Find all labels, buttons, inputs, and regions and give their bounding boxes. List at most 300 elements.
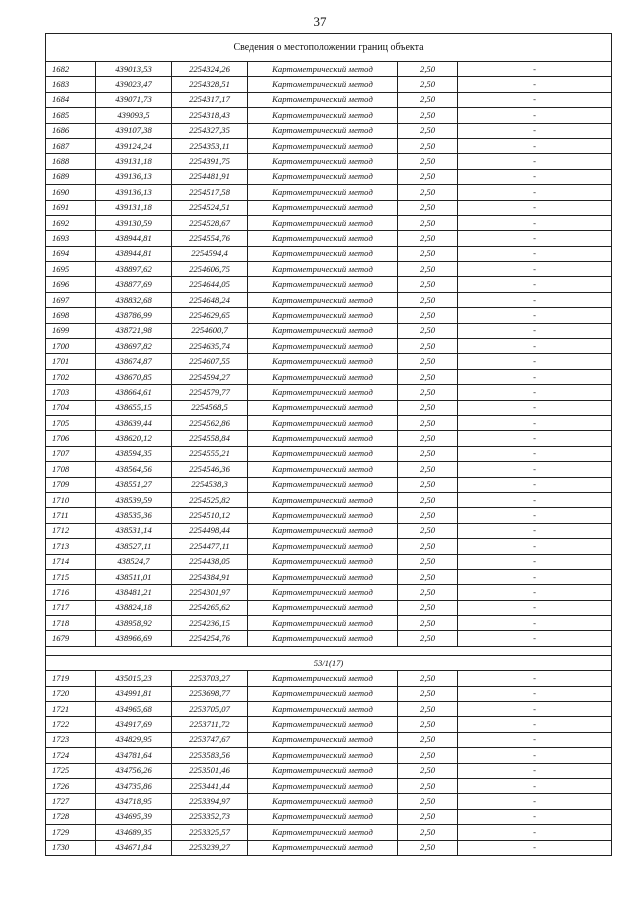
point-number-cell: 1710	[46, 492, 96, 507]
coord-y-cell: 2253711,72	[172, 717, 248, 732]
coord-x-cell: 438944,81	[96, 231, 172, 246]
coord-y-cell: 2253394,97	[172, 794, 248, 809]
table-row	[46, 686, 612, 701]
coord-y-cell: 2254648,24	[172, 292, 248, 307]
coord-y-cell: 2254481,91	[172, 169, 248, 184]
coord-x-cell: 438535,36	[96, 508, 172, 523]
point-number-cell: 1690	[46, 185, 96, 200]
note-cell: -	[458, 686, 612, 701]
coord-y-cell: 2254353,11	[172, 138, 248, 153]
table-row	[46, 554, 612, 569]
coord-x-cell: 439023,47	[96, 77, 172, 92]
coord-y-cell: 2254327,35	[172, 123, 248, 138]
note-cell: -	[458, 138, 612, 153]
point-number-cell: 1727	[46, 794, 96, 809]
accuracy-cell: 2,50	[398, 62, 458, 77]
coord-y-cell: 2254254,76	[172, 631, 248, 646]
accuracy-cell: 2,50	[398, 400, 458, 415]
table-row	[46, 763, 612, 778]
accuracy-cell: 2,50	[398, 323, 458, 338]
accuracy-cell: 2,50	[398, 631, 458, 646]
point-number-cell: 1679	[46, 631, 96, 646]
coord-x-cell: 439124,24	[96, 138, 172, 153]
coord-y-cell: 2254600,7	[172, 323, 248, 338]
accuracy-cell: 2,50	[398, 748, 458, 763]
point-number-cell: 1694	[46, 246, 96, 261]
point-number-cell: 1705	[46, 415, 96, 430]
coord-x-cell: 438564,56	[96, 462, 172, 477]
coord-y-cell: 2254594,4	[172, 246, 248, 261]
point-number-cell: 1682	[46, 62, 96, 77]
coord-x-cell: 438531,14	[96, 523, 172, 538]
note-cell: -	[458, 778, 612, 793]
point-number-cell: 1706	[46, 431, 96, 446]
note-cell: -	[458, 763, 612, 778]
table-row	[46, 292, 612, 307]
coord-y-cell: 2253583,56	[172, 748, 248, 763]
point-number-cell: 1701	[46, 354, 96, 369]
coord-y-cell: 2254528,67	[172, 215, 248, 230]
method-cell: Картометрический метод	[248, 308, 398, 323]
method-cell: Картометрический метод	[248, 77, 398, 92]
accuracy-cell: 2,50	[398, 462, 458, 477]
table-row	[46, 62, 612, 77]
point-number-cell: 1717	[46, 600, 96, 615]
coord-x-cell: 434695,39	[96, 809, 172, 824]
point-number-cell: 1712	[46, 523, 96, 538]
accuracy-cell: 2,50	[398, 215, 458, 230]
note-cell: -	[458, 339, 612, 354]
coord-x-cell: 438620,12	[96, 431, 172, 446]
note-cell: -	[458, 400, 612, 415]
note-cell: -	[458, 554, 612, 569]
accuracy-cell: 2,50	[398, 277, 458, 292]
point-number-cell: 1724	[46, 748, 96, 763]
coord-y-cell: 2254555,21	[172, 446, 248, 461]
coord-x-cell: 439013,53	[96, 62, 172, 77]
accuracy-cell: 2,50	[398, 108, 458, 123]
coord-y-cell: 2254517,58	[172, 185, 248, 200]
accuracy-cell: 2,50	[398, 702, 458, 717]
note-cell: -	[458, 717, 612, 732]
coord-x-cell: 438966,69	[96, 631, 172, 646]
accuracy-cell: 2,50	[398, 308, 458, 323]
note-cell: -	[458, 840, 612, 855]
accuracy-cell: 2,50	[398, 185, 458, 200]
accuracy-cell: 2,50	[398, 616, 458, 631]
note-cell: -	[458, 169, 612, 184]
note-cell: -	[458, 523, 612, 538]
accuracy-cell: 2,50	[398, 231, 458, 246]
method-cell: Картометрический метод	[248, 539, 398, 554]
note-cell: -	[458, 671, 612, 686]
table-row	[46, 77, 612, 92]
coord-x-cell: 439136,13	[96, 185, 172, 200]
method-cell: Картометрический метод	[248, 763, 398, 778]
coord-y-cell: 2254568,5	[172, 400, 248, 415]
note-cell: -	[458, 477, 612, 492]
coord-y-cell: 2254558,84	[172, 431, 248, 446]
point-number-cell: 1728	[46, 809, 96, 824]
accuracy-cell: 2,50	[398, 732, 458, 747]
note-cell: -	[458, 732, 612, 747]
accuracy-cell: 2,50	[398, 169, 458, 184]
accuracy-cell: 2,50	[398, 671, 458, 686]
accuracy-cell: 2,50	[398, 385, 458, 400]
coord-x-cell: 438639,44	[96, 415, 172, 430]
note-cell: -	[458, 154, 612, 169]
accuracy-cell: 2,50	[398, 354, 458, 369]
coord-y-cell: 2253698,77	[172, 686, 248, 701]
method-cell: Картометрический метод	[248, 246, 398, 261]
accuracy-cell: 2,50	[398, 686, 458, 701]
point-number-cell: 1726	[46, 778, 96, 793]
coord-x-cell: 434965,68	[96, 702, 172, 717]
coord-y-cell: 2253501,46	[172, 763, 248, 778]
method-cell: Картометрический метод	[248, 185, 398, 200]
note-cell: -	[458, 631, 612, 646]
method-cell: Картометрический метод	[248, 717, 398, 732]
coord-x-cell: 438786,99	[96, 308, 172, 323]
note-cell: -	[458, 585, 612, 600]
accuracy-cell: 2,50	[398, 508, 458, 523]
point-number-cell: 1696	[46, 277, 96, 292]
note-cell: -	[458, 354, 612, 369]
point-number-cell: 1709	[46, 477, 96, 492]
accuracy-cell: 2,50	[398, 794, 458, 809]
point-number-cell: 1718	[46, 616, 96, 631]
coord-y-cell: 2254554,76	[172, 231, 248, 246]
point-number-cell: 1700	[46, 339, 96, 354]
coord-x-cell: 438897,62	[96, 262, 172, 277]
boundary-coordinates-table	[45, 33, 612, 856]
table-row	[46, 415, 612, 430]
coord-x-cell: 435015,23	[96, 671, 172, 686]
method-cell: Картометрический метод	[248, 400, 398, 415]
coord-y-cell: 2254318,43	[172, 108, 248, 123]
accuracy-cell: 2,50	[398, 778, 458, 793]
note-cell: -	[458, 369, 612, 384]
method-cell: Картометрический метод	[248, 748, 398, 763]
note-cell: -	[458, 616, 612, 631]
table-row	[46, 539, 612, 554]
table-row	[46, 778, 612, 793]
note-cell: -	[458, 446, 612, 461]
table-row	[46, 400, 612, 415]
table-row	[46, 702, 612, 717]
point-number-cell: 1719	[46, 671, 96, 686]
method-cell: Картометрический метод	[248, 154, 398, 169]
method-cell: Картометрический метод	[248, 616, 398, 631]
point-number-cell: 1698	[46, 308, 96, 323]
point-number-cell: 1699	[46, 323, 96, 338]
table-row	[46, 732, 612, 747]
coord-x-cell: 438524,7	[96, 554, 172, 569]
coord-y-cell: 2254510,12	[172, 508, 248, 523]
spacer-cell	[46, 646, 612, 655]
note-cell: -	[458, 215, 612, 230]
coord-x-cell: 438655,15	[96, 400, 172, 415]
coord-x-cell: 438877,69	[96, 277, 172, 292]
coord-x-cell: 439131,18	[96, 200, 172, 215]
method-cell: Картометрический метод	[248, 200, 398, 215]
table-row	[46, 600, 612, 615]
point-number-cell: 1720	[46, 686, 96, 701]
note-cell: -	[458, 462, 612, 477]
accuracy-cell: 2,50	[398, 154, 458, 169]
coord-y-cell: 2254477,11	[172, 539, 248, 554]
coord-y-cell: 2254328,51	[172, 77, 248, 92]
point-number-cell: 1730	[46, 840, 96, 855]
point-number-cell: 1697	[46, 292, 96, 307]
note-cell: -	[458, 569, 612, 584]
point-number-cell: 1707	[46, 446, 96, 461]
point-number-cell: 1713	[46, 539, 96, 554]
method-cell: Картометрический метод	[248, 477, 398, 492]
coord-y-cell: 2254498,44	[172, 523, 248, 538]
coord-y-cell: 2253441,44	[172, 778, 248, 793]
accuracy-cell: 2,50	[398, 585, 458, 600]
point-number-cell: 1695	[46, 262, 96, 277]
point-number-cell: 1725	[46, 763, 96, 778]
coord-y-cell: 2254265,62	[172, 600, 248, 615]
coord-x-cell: 434991,81	[96, 686, 172, 701]
point-number-cell: 1688	[46, 154, 96, 169]
table-row	[46, 431, 612, 446]
accuracy-cell: 2,50	[398, 554, 458, 569]
table-row	[46, 385, 612, 400]
accuracy-cell: 2,50	[398, 477, 458, 492]
method-cell: Картометрический метод	[248, 508, 398, 523]
coord-y-cell: 2254607,55	[172, 354, 248, 369]
table-row	[46, 262, 612, 277]
table-row	[46, 616, 612, 631]
coord-x-cell: 438551,27	[96, 477, 172, 492]
table-row	[46, 277, 612, 292]
note-cell: -	[458, 539, 612, 554]
method-cell: Картометрический метод	[248, 446, 398, 461]
table-row	[46, 809, 612, 824]
method-cell: Картометрический метод	[248, 778, 398, 793]
point-number-cell: 1723	[46, 732, 96, 747]
coord-y-cell: 2254324,26	[172, 62, 248, 77]
table-row	[46, 108, 612, 123]
coord-x-cell: 439136,13	[96, 169, 172, 184]
table-row	[46, 825, 612, 840]
note-cell: -	[458, 262, 612, 277]
coord-y-cell: 2254629,65	[172, 308, 248, 323]
note-cell: -	[458, 825, 612, 840]
table-row	[46, 169, 612, 184]
coord-x-cell: 439131,18	[96, 154, 172, 169]
note-cell: -	[458, 308, 612, 323]
method-cell: Картометрический метод	[248, 138, 398, 153]
method-cell: Картометрический метод	[248, 686, 398, 701]
point-number-cell: 1704	[46, 400, 96, 415]
note-cell: -	[458, 748, 612, 763]
coord-y-cell: 2254538,3	[172, 477, 248, 492]
point-number-cell: 1711	[46, 508, 96, 523]
coord-y-cell: 2254391,75	[172, 154, 248, 169]
section-label: 53/1(17)	[46, 655, 612, 670]
note-cell: -	[458, 431, 612, 446]
coord-y-cell: 2253703,27	[172, 671, 248, 686]
method-cell: Картометрический метод	[248, 277, 398, 292]
table-row	[46, 631, 612, 646]
accuracy-cell: 2,50	[398, 138, 458, 153]
note-cell: -	[458, 794, 612, 809]
accuracy-cell: 2,50	[398, 763, 458, 778]
table-header-row	[46, 34, 612, 62]
point-number-cell: 1702	[46, 369, 96, 384]
accuracy-cell: 2,50	[398, 840, 458, 855]
accuracy-cell: 2,50	[398, 717, 458, 732]
table-row	[46, 123, 612, 138]
coord-x-cell: 439071,73	[96, 92, 172, 107]
table-row	[46, 462, 612, 477]
coord-y-cell: 2254562,86	[172, 415, 248, 430]
point-number-cell: 1689	[46, 169, 96, 184]
table-row	[46, 92, 612, 107]
table-row	[46, 231, 612, 246]
note-cell: -	[458, 277, 612, 292]
point-number-cell: 1729	[46, 825, 96, 840]
note-cell: -	[458, 323, 612, 338]
accuracy-cell: 2,50	[398, 92, 458, 107]
coord-x-cell: 438674,87	[96, 354, 172, 369]
coord-x-cell: 434735,86	[96, 778, 172, 793]
table-row	[46, 748, 612, 763]
method-cell: Картометрический метод	[248, 523, 398, 538]
table-row	[46, 717, 612, 732]
page-number: 37	[313, 14, 327, 29]
coord-x-cell: 439130,59	[96, 215, 172, 230]
table-row	[46, 794, 612, 809]
coord-x-cell: 438958,92	[96, 616, 172, 631]
accuracy-cell: 2,50	[398, 600, 458, 615]
method-cell: Картометрический метод	[248, 825, 398, 840]
table-row	[46, 246, 612, 261]
accuracy-cell: 2,50	[398, 569, 458, 584]
coord-x-cell: 438670,85	[96, 369, 172, 384]
note-cell: -	[458, 185, 612, 200]
method-cell: Картометрический метод	[248, 702, 398, 717]
method-cell: Картометрический метод	[248, 385, 398, 400]
table-row	[46, 569, 612, 584]
point-number-cell: 1687	[46, 138, 96, 153]
method-cell: Картометрический метод	[248, 415, 398, 430]
coord-x-cell: 439107,38	[96, 123, 172, 138]
coord-x-cell: 438832,68	[96, 292, 172, 307]
point-number-cell: 1721	[46, 702, 96, 717]
coord-y-cell: 2254635,74	[172, 339, 248, 354]
note-cell: -	[458, 702, 612, 717]
coord-x-cell: 438721,98	[96, 323, 172, 338]
accuracy-cell: 2,50	[398, 369, 458, 384]
method-cell: Картометрический метод	[248, 62, 398, 77]
coord-y-cell: 2254546,36	[172, 462, 248, 477]
accuracy-cell: 2,50	[398, 825, 458, 840]
table-row	[46, 585, 612, 600]
method-cell: Картометрический метод	[248, 585, 398, 600]
table-row	[46, 671, 612, 686]
note-cell: -	[458, 246, 612, 261]
note-cell: -	[458, 92, 612, 107]
coord-x-cell: 434718,95	[96, 794, 172, 809]
accuracy-cell: 2,50	[398, 77, 458, 92]
method-cell: Картометрический метод	[248, 794, 398, 809]
point-number-cell: 1683	[46, 77, 96, 92]
table-row	[46, 508, 612, 523]
coord-y-cell: 2254524,51	[172, 200, 248, 215]
accuracy-cell: 2,50	[398, 523, 458, 538]
accuracy-cell: 2,50	[398, 200, 458, 215]
point-number-cell: 1693	[46, 231, 96, 246]
accuracy-cell: 2,50	[398, 446, 458, 461]
note-cell: -	[458, 292, 612, 307]
method-cell: Картометрический метод	[248, 732, 398, 747]
method-cell: Картометрический метод	[248, 123, 398, 138]
table-row	[46, 354, 612, 369]
table-row	[46, 369, 612, 384]
coord-x-cell: 438824,18	[96, 600, 172, 615]
coord-x-cell: 434756,26	[96, 763, 172, 778]
point-number-cell: 1708	[46, 462, 96, 477]
note-cell: -	[458, 415, 612, 430]
coord-x-cell: 438527,11	[96, 539, 172, 554]
method-cell: Картометрический метод	[248, 554, 398, 569]
point-number-cell: 1716	[46, 585, 96, 600]
note-cell: -	[458, 492, 612, 507]
method-cell: Картометрический метод	[248, 492, 398, 507]
table-row	[46, 200, 612, 215]
method-cell: Картометрический метод	[248, 369, 398, 384]
coord-y-cell: 2254594,27	[172, 369, 248, 384]
table-row	[46, 323, 612, 338]
coord-y-cell: 2254301,97	[172, 585, 248, 600]
method-cell: Картометрический метод	[248, 354, 398, 369]
table-row	[46, 308, 612, 323]
coord-x-cell: 438511,01	[96, 569, 172, 584]
coord-y-cell: 2254606,75	[172, 262, 248, 277]
note-cell: -	[458, 385, 612, 400]
accuracy-cell: 2,50	[398, 339, 458, 354]
coord-y-cell: 2253352,73	[172, 809, 248, 824]
table-row	[46, 185, 612, 200]
method-cell: Картометрический метод	[248, 431, 398, 446]
accuracy-cell: 2,50	[398, 123, 458, 138]
accuracy-cell: 2,50	[398, 809, 458, 824]
method-cell: Картометрический метод	[248, 631, 398, 646]
point-number-cell: 1722	[46, 717, 96, 732]
note-cell: -	[458, 123, 612, 138]
accuracy-cell: 2,50	[398, 246, 458, 261]
coord-y-cell: 2254438,05	[172, 554, 248, 569]
table-row	[46, 446, 612, 461]
method-cell: Картометрический метод	[248, 92, 398, 107]
method-cell: Картометрический метод	[248, 262, 398, 277]
accuracy-cell: 2,50	[398, 415, 458, 430]
note-cell: -	[458, 200, 612, 215]
point-number-cell: 1703	[46, 385, 96, 400]
table-row	[46, 840, 612, 855]
table-row	[46, 523, 612, 538]
note-cell: -	[458, 508, 612, 523]
method-cell: Картометрический метод	[248, 292, 398, 307]
coord-y-cell: 2253747,67	[172, 732, 248, 747]
method-cell: Картометрический метод	[248, 339, 398, 354]
method-cell: Картометрический метод	[248, 323, 398, 338]
